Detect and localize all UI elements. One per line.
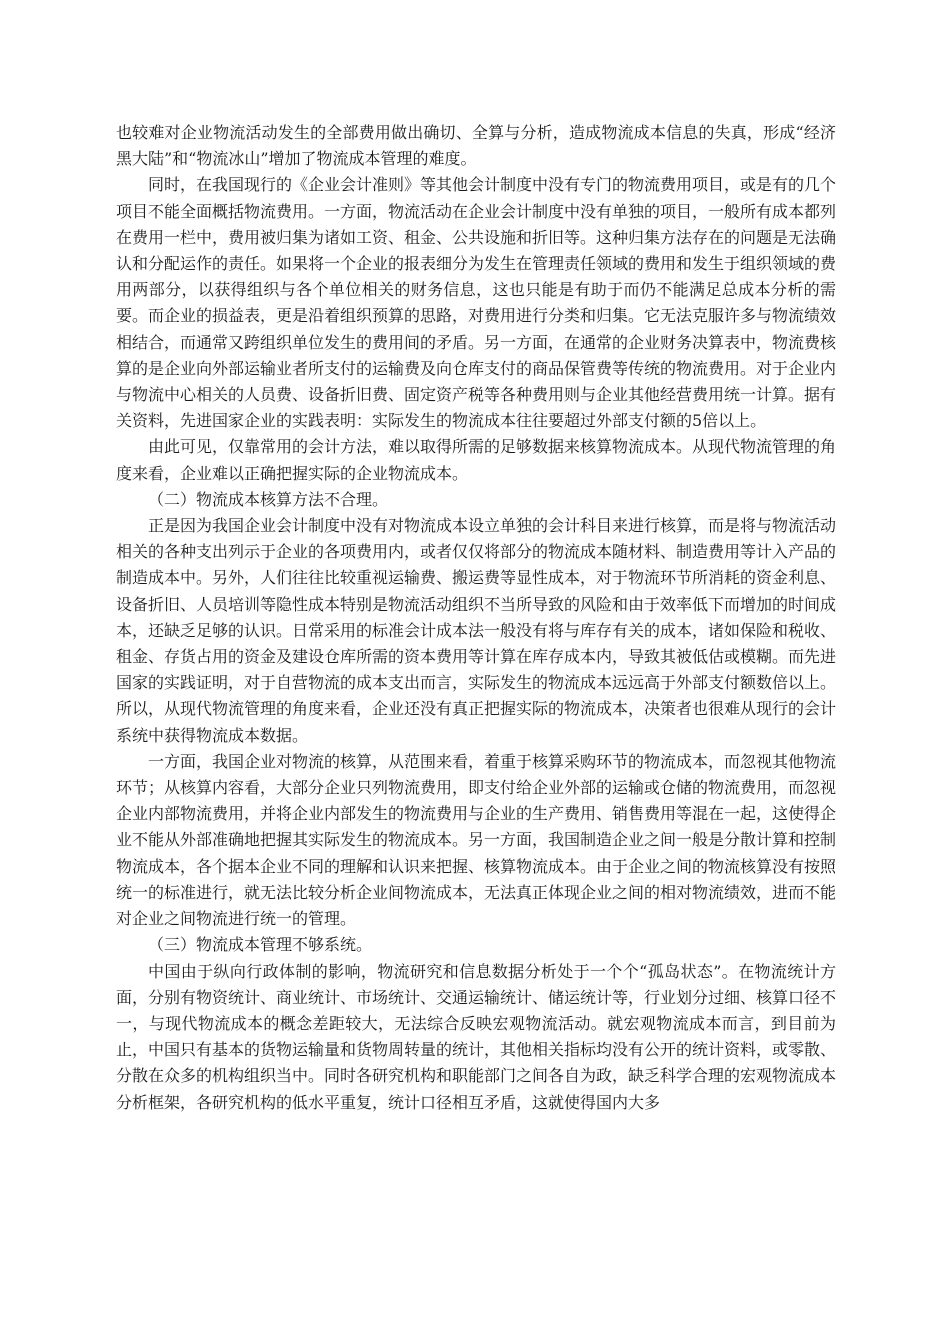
section-heading-2: （二）物流成本核算方法不合理。 [148,489,389,509]
paragraph-continuation: 也较难对企业物流活动发生的全部费用做出确切、全算与分析，造成物流成本信息的失真，形成“经济黑大陆”和“物流冰山”增加了物流成本管理的难度。 [116,123,836,169]
section-heading-3: （三）物流成本管理不够系统。 [148,935,373,955]
paragraph-conclusion: 由此可见，仅靠常用的会计方法，难以取得所需的足够数据来核算物流成本。从现代物流管理的角度来看，企业难以正确把握实际的企业物流成本。 [116,437,837,483]
paragraph-system-management: 中国由于纵向行政体制的影响，物流研究和信息数据分析处于一个个“孤岛状态”。在物流统计方面，分别有物资统计、商业统计、市场统计、交通运输统计、储运统计等，行业划分过细、核算口径不一，与现代物流成本的概念差距较大，无法综合反映宏观物流活动。就宏观物流成本而言，到目前为止，中国只有基本的货物运输量和货物周转量的统计，其他相关指标均没有公开的统计资料，或零散、分散在众多的机构组织当中。同时各研究机构和职能部门之间各自为政，缺乏科学合理的宏观物流成本分析框架，各研究机构的低水平重复，统计口径相互矛盾，这就使得国内大多 [116,961,837,1112]
document-body [116,120,836,1116]
paragraph-accounting-standards: 同时，在我国现行的《企业会计准则》等其他会计制度中没有专门的物流费用项目，或是有的几个项目不能全面概括物流费用。一方面，物流活动在企业会计制度中没有单独的项目，一般所有成本都列在费用一栏中，费用被归集为诸如工资、租金、公共设施和折旧等。这种归集方法存在的问题是无法确认和分配运作的责任。如果将一个企业的报表细分为发生在管理责任领域的费用和发生于组织领域的费用两部分，以获得组织与各个单位相关的财务信息，这也只能是有助于而仍不能满足总成本分析的需要。而企业的损益表，更是沿着组织预算的思路，对费用进行分类和归集。它无法克服许多与物流绩效相结合，而通常又跨组织单位发生的费用间的矛盾。另一方面，在通常的企业财务决算表中，物流费核算的是企业向外部运输业者所支付的运输费及向仓库支付的商品保管费等传统的物流费用。对于企业内与物流中心相关的人员费、设备折旧费、固定资产税等各种费用则与企业其他经营费用统一计算。据有关资料，先进国家企业的实践表明：实际发生的物流成本往往要超过外部支付额的5倍以上。 [116,175,837,431]
paragraph-accounting-method: 正是因为我国企业会计制度中没有对物流成本设立单独的会计科目来进行核算，而是将与物流活动相关的各种支出列示于企业的各项费用内，或者仅仅将部分的物流成本随材料、制造费用等计入产品的制造成本中。另外，人们往往比较重视运输费、搬运费等显性成本，对于物流环节所消耗的资金利息、设备折旧、人员培训等隐性成本特别是物流活动组织不当所导致的风险和由于效率低下而增加的时间成本，还缺乏足够的认识。日常采用的标准会计成本法一般没有将与库存有关的成本，诸如保险和税收、租金、存货占用的资金及建设仓库所需的资本费用等计算在库存成本内，导致其被低估或模糊。而先进国家的实践证明，对于自营物流的成本支出而言，实际发生的物流成本远远高于外部支付额数倍以上。所以，从现代物流管理的角度来看，企业还没有真正把握实际的物流成本，决策者也很难从现行的会计系统中获得物流成本数据。 [116,516,837,745]
paragraph-accounting-scope: 一方面，我国企业对物流的核算，从范围来看，着重于核算采购环节的物流成本，而忽视其他物流环节；从核算内容看，大部分企业只列物流费用，即支付给企业外部的运输或仓储的物流费用，而忽视企业内部物流费用，并将企业内部发生的物流费用与企业的生产费用、销售费用等混在一起，这使得企业不能从外部准确地把握其实际发生的物流成本。另一方面，我国制造企业之间一般是分散计算和控制物流成本，各个据本企业不同的理解和认识来把握、核算物流成本。由于企业之间的物流核算没有按照统一的标准进行，就无法比较分析企业间物流成本，无法真正体现企业之间的相对物流绩效，进而不能对企业之间物流进行统一的管理。 [116,751,837,929]
